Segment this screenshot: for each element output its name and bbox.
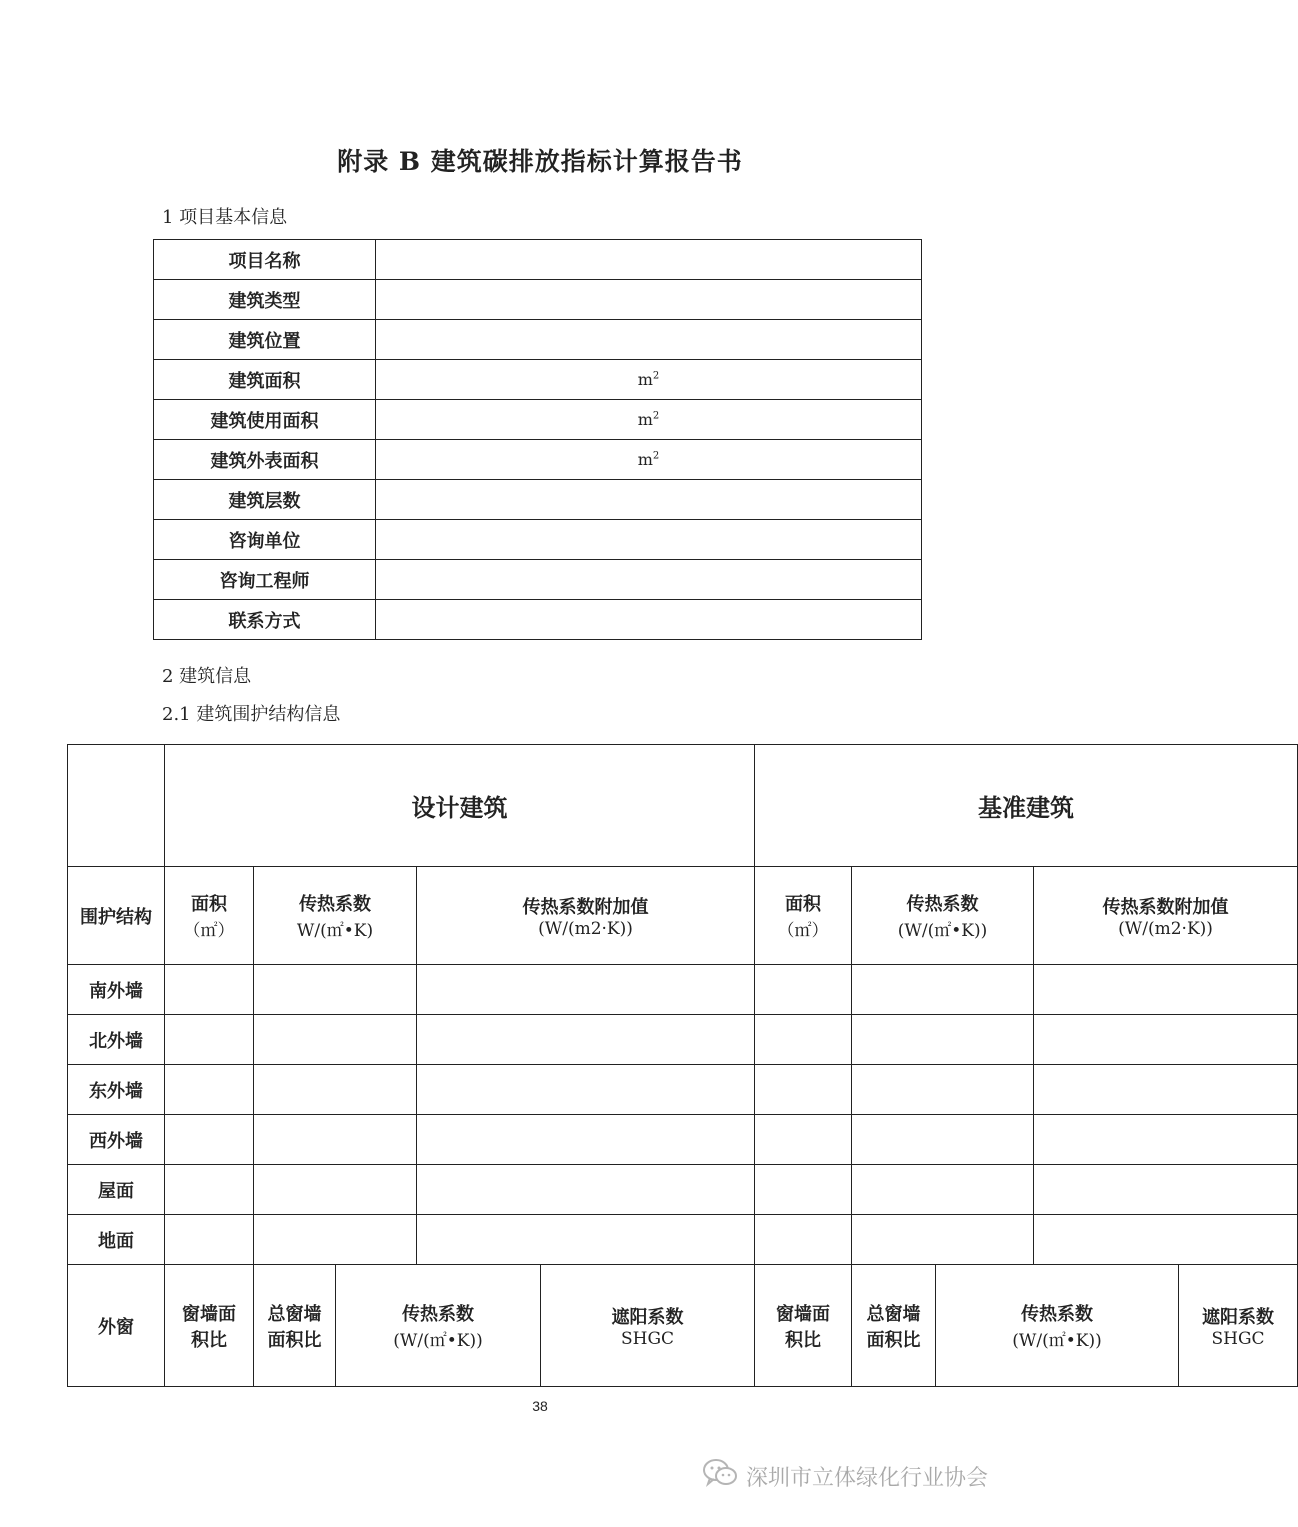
window-header-line1: 传热系数 [1021,1304,1093,1325]
info-unit: m [637,450,653,469]
envelope-cell [254,1065,417,1115]
column-header [417,867,755,965]
envelope-cell [852,965,1034,1015]
column-header-label: 面积 [191,894,227,915]
envelope-row [68,965,1298,1015]
envelope-cell [852,1115,1034,1165]
window-header-line2: 积比 [191,1329,227,1351]
envelope-row-label: 西外墙 [68,1115,165,1165]
window-column-header [541,1265,755,1387]
envelope-cell [254,965,417,1015]
window-column-header [852,1265,936,1387]
info-value [376,520,922,560]
info-row [154,560,922,600]
window-header-line2: (W/(㎡•K)) [1012,1331,1102,1351]
envelope-row-label: 北外墙 [68,1015,165,1065]
window-column-header [165,1265,254,1387]
info-label: 项目名称 [154,240,376,280]
project-info-table [153,239,922,640]
info-label: 建筑外表面积 [154,440,376,480]
envelope-cell [165,965,254,1015]
column-header [165,867,254,965]
envelope-cell [1034,965,1298,1015]
window-header-line1: 总窗墙 [267,1303,322,1325]
window-column-header [1179,1265,1298,1387]
info-unit: m [637,410,653,429]
column-header-unit: (W/(㎡•K)) [897,921,988,941]
section-heading-envelope: 2.1 建筑围护结构信息 [162,704,341,725]
info-unit-exponent: 2 [652,410,660,422]
info-value [376,320,922,360]
window-header-line2: (W/(㎡•K)) [393,1331,483,1351]
window-header-line1: 总窗墙 [866,1303,921,1325]
envelope-cell [1034,1015,1298,1065]
info-value [376,600,922,640]
column-header-unit: （㎡） [183,921,235,941]
envelope-row [68,1215,1298,1265]
column-header-label: 面积 [785,894,821,915]
column-header-unit: (W/(m2·K)) [1118,918,1213,939]
info-row [154,480,922,520]
info-label: 建筑使用面积 [154,400,376,440]
info-value [376,480,922,520]
info-row [154,280,922,320]
column-header-unit: (W/(m2·K)) [538,918,633,939]
info-row [154,520,922,560]
envelope-cell [1034,1165,1298,1215]
section-heading-project-info: 1 项目基本信息 [162,207,288,228]
info-value [376,560,922,600]
column-header [1034,867,1298,965]
envelope-cell [165,1165,254,1215]
info-label: 咨询工程师 [154,560,376,600]
info-row [154,360,922,400]
envelope-cell [165,1015,254,1065]
envelope-cell [417,1215,755,1265]
column-header [254,867,417,965]
window-column-header [936,1265,1179,1387]
column-header-unit: W/(㎡•K) [296,921,374,941]
info-row [154,400,922,440]
column-header-label: 传热系数 [299,894,371,915]
envelope-table [67,744,1298,1387]
envelope-cell [254,1215,417,1265]
column-header [755,867,852,965]
envelope-row-label: 地面 [68,1215,165,1265]
envelope-row-label: 南外墙 [68,965,165,1015]
info-label: 建筑面积 [154,360,376,400]
envelope-cell [755,965,852,1015]
envelope-cell [1034,1065,1298,1115]
envelope-cell [852,1065,1034,1115]
envelope-cell [417,1165,755,1215]
envelope-cell [417,1015,755,1065]
window-header-line2: 面积比 [866,1329,921,1351]
envelope-cell [165,1065,254,1115]
column-header-label: 传热系数附加值 [522,896,649,918]
window-header-line2: SHGC [620,1328,675,1349]
section-heading-building-info: 2 建筑信息 [162,666,252,687]
window-header-line1: 遮阳系数 [611,1306,684,1328]
design-building-header: 设计建筑 [165,745,755,867]
column-header [852,867,1034,965]
envelope-cell [1034,1215,1298,1265]
window-header-line1: 窗墙面 [776,1303,830,1325]
info-value [376,360,922,400]
envelope-row [68,1065,1298,1115]
window-column-header [254,1265,336,1387]
info-label: 建筑层数 [154,480,376,520]
column-header-label: 传热系数附加值 [1102,896,1229,918]
envelope-cell [755,1165,852,1215]
corner-cell [68,745,165,867]
watermark-text: 深圳市立体绿化行业协会 [746,1465,989,1491]
reference-building-header: 基准建筑 [755,745,1298,867]
envelope-cell [254,1015,417,1065]
info-row [154,320,922,360]
envelope-cell [852,1165,1034,1215]
info-unit: m [637,370,653,389]
window-header-line2: 积比 [785,1329,821,1351]
page-number: 38 [532,1398,548,1414]
envelope-cell [417,1065,755,1115]
envelope-cell [755,1065,852,1115]
info-row [154,600,922,640]
info-label: 联系方式 [154,600,376,640]
envelope-cell [755,1115,852,1165]
envelope-cell [165,1115,254,1165]
window-column-header [755,1265,852,1387]
window-header-line1: 窗墙面 [182,1303,236,1325]
envelope-cell [417,965,755,1015]
window-row [68,1265,1298,1387]
window-header-line1: 传热系数 [402,1304,474,1325]
envelope-row-label: 屋面 [68,1165,165,1215]
info-value [376,280,922,320]
envelope-cell [852,1015,1034,1065]
column-header-label: 传热系数 [906,894,979,915]
info-row [154,440,922,480]
window-column-header [336,1265,541,1387]
envelope-cell [1034,1115,1298,1165]
info-label: 咨询单位 [154,520,376,560]
info-unit-exponent: 2 [652,450,660,462]
envelope-row-label: 东外墙 [68,1065,165,1115]
info-unit-exponent: 2 [652,370,660,382]
envelope-cell [254,1165,417,1215]
info-label: 建筑类型 [154,280,376,320]
info-label: 建筑位置 [154,320,376,360]
envelope-cell [417,1115,755,1165]
envelope-cell [852,1215,1034,1265]
info-value [376,400,922,440]
window-header-line2: SHGC [1211,1328,1265,1349]
envelope-row [68,1115,1298,1165]
envelope-row [68,1165,1298,1215]
wechat-icon [702,1458,746,1494]
watermark [702,1458,988,1494]
envelope-row [68,1015,1298,1065]
info-value [376,240,922,280]
envelope-cell [254,1115,417,1165]
row-header-envelope: 围护结构 [68,867,165,965]
info-row [154,240,922,280]
window-header-line2: 面积比 [267,1329,322,1351]
page-title: 附录 B 建筑碳排放指标计算报告书 [337,147,743,176]
column-header-unit: （㎡） [777,921,829,941]
window-header-line1: 遮阳系数 [1202,1306,1275,1328]
info-value [376,440,922,480]
envelope-cell [165,1215,254,1265]
envelope-cell [755,1015,852,1065]
envelope-cell [755,1215,852,1265]
window-row-label: 外窗 [68,1265,165,1387]
